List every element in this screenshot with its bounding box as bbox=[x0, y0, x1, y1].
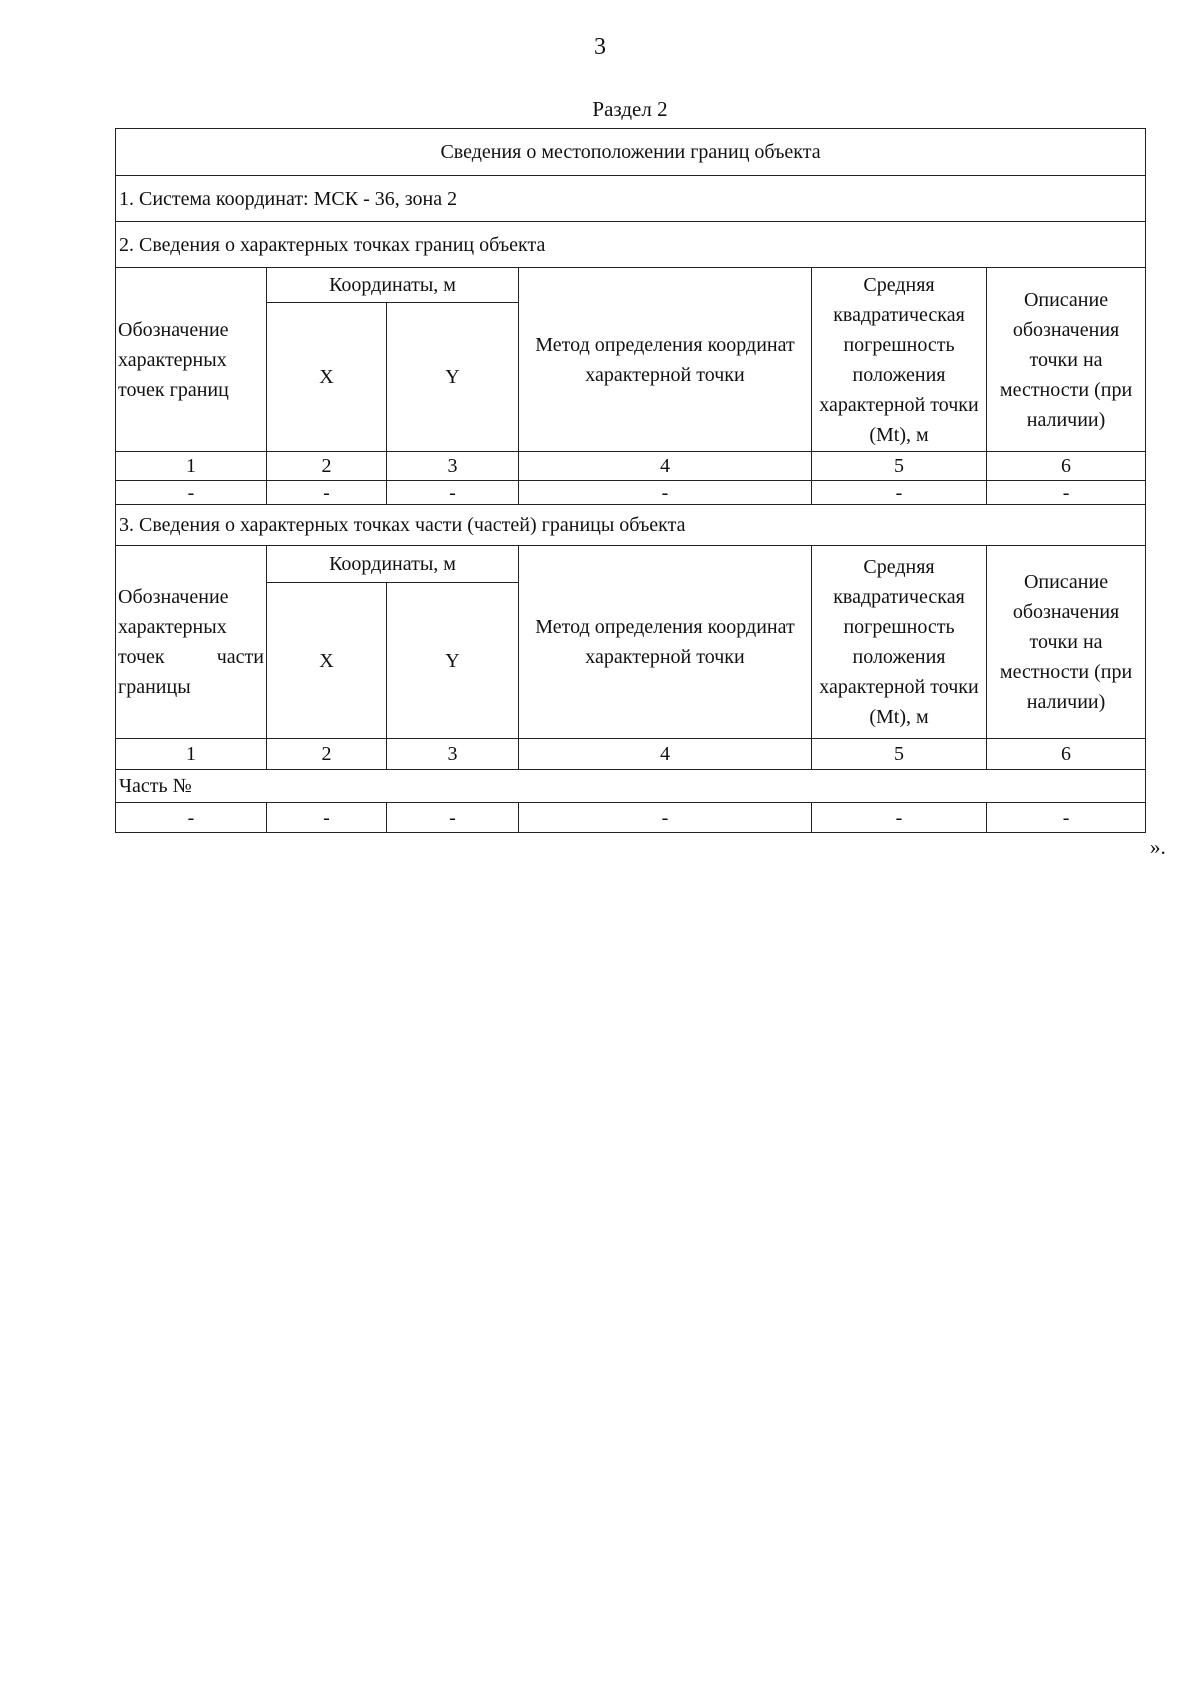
part-label: Часть № bbox=[116, 770, 1146, 803]
page-number: 3 bbox=[594, 34, 606, 60]
section2-column-numbers bbox=[116, 452, 1146, 481]
section3-col-y: Y bbox=[387, 583, 519, 739]
section2-col-x: X bbox=[267, 303, 387, 452]
table-cell: - bbox=[387, 803, 519, 833]
section2-col-designation: Обозначение характерных точек границ bbox=[116, 268, 267, 452]
column-number: 5 bbox=[812, 739, 987, 770]
column-number: 6 bbox=[987, 452, 1146, 481]
table-cell: - bbox=[267, 481, 387, 505]
table-cell: - bbox=[987, 803, 1146, 833]
table-cell: - bbox=[812, 803, 987, 833]
table-cell: - bbox=[387, 481, 519, 505]
section3-col-coordinates: Координаты, м bbox=[267, 546, 519, 583]
section2-title-row bbox=[116, 222, 1146, 268]
column-number: 4 bbox=[519, 739, 812, 770]
section2-title: 2. Сведения о характерных точках границ объекта bbox=[116, 222, 1146, 268]
section3-title: 3. Сведения о характерных точках части (частей) границы объекта bbox=[116, 505, 1146, 546]
table-cell: - bbox=[116, 481, 267, 505]
section3-col-designation: Обозначение характерных точек части границы bbox=[116, 546, 267, 739]
column-number: 2 bbox=[267, 452, 387, 481]
section3-col-description: Описание обозначения точки на местности (при наличии) bbox=[987, 546, 1146, 739]
column-number: 2 bbox=[267, 739, 387, 770]
table-cell: - bbox=[519, 481, 812, 505]
section2-data-row bbox=[116, 481, 1146, 505]
table-cell: - bbox=[519, 803, 812, 833]
column-number: 3 bbox=[387, 739, 519, 770]
section2-col-method: Метод определения координат характерной точки bbox=[519, 268, 812, 452]
table-cell: - bbox=[267, 803, 387, 833]
coord-system-row bbox=[116, 176, 1146, 222]
column-number: 5 bbox=[812, 452, 987, 481]
section3-part-row bbox=[116, 770, 1146, 803]
column-number: 1 bbox=[116, 452, 267, 481]
section2-col-coordinates: Координаты, м bbox=[267, 268, 519, 303]
section3-title-row bbox=[116, 505, 1146, 546]
table-cell: - bbox=[116, 803, 267, 833]
section2-col-description: Описание обозначения точки на местности (при наличии) bbox=[987, 268, 1146, 452]
section2-header-row-1 bbox=[116, 268, 1146, 303]
section3-column-numbers bbox=[116, 739, 1146, 770]
table-cell: - bbox=[812, 481, 987, 505]
coord-system: 1. Система координат: МСК - 36, зона 2 bbox=[116, 176, 1146, 222]
table-title-row bbox=[116, 129, 1146, 176]
column-number: 1 bbox=[116, 739, 267, 770]
section2-col-y: Y bbox=[387, 303, 519, 452]
table-cell: - bbox=[987, 481, 1146, 505]
section3-col-error: Средняя квадратическая погрешность положения характерной точки (Mt), м bbox=[812, 546, 987, 739]
closing-quote: ». bbox=[1150, 835, 1166, 859]
section3-data-row bbox=[116, 803, 1146, 833]
column-number: 3 bbox=[387, 452, 519, 481]
section3-col-x: X bbox=[267, 583, 387, 739]
column-number: 6 bbox=[987, 739, 1146, 770]
section2-col-error: Средняя квадратическая погрешность положения характерной точки (Mt), м bbox=[812, 268, 987, 452]
column-number: 4 bbox=[519, 452, 812, 481]
section3-header-row-1 bbox=[116, 546, 1146, 583]
table-title: Сведения о местоположении границ объекта bbox=[116, 129, 1146, 176]
section3-col-method: Метод определения координат характерной точки bbox=[519, 546, 812, 739]
section-title: Раздел 2 bbox=[592, 97, 668, 121]
boundary-table bbox=[115, 128, 1146, 833]
